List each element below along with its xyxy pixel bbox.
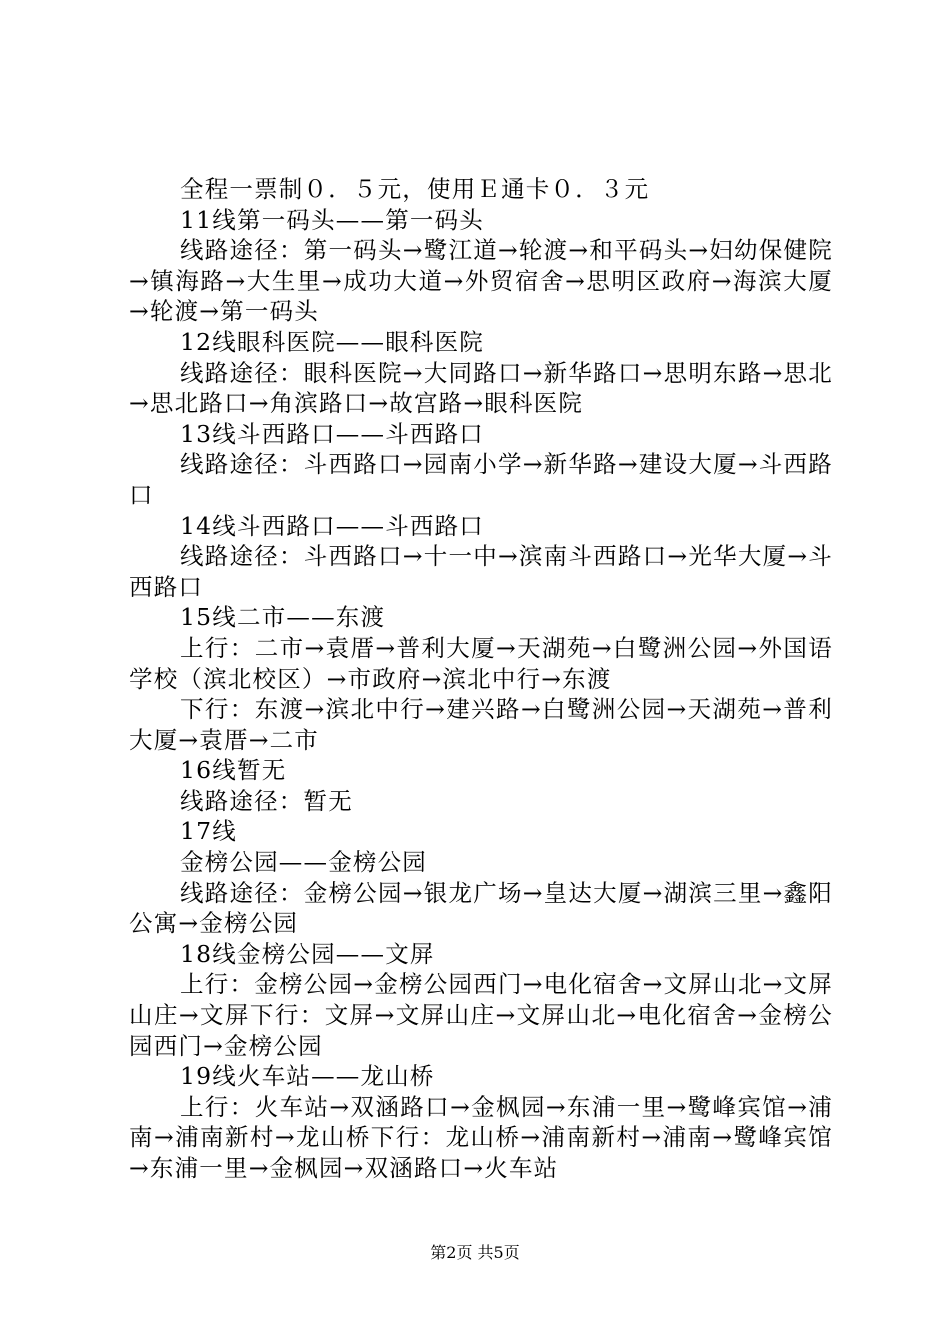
fare-info: 全程一票制０．５元，使用Ｅ通卡０．３元: [180, 175, 650, 203]
route-17-name: 金榜公园——金榜公园: [180, 848, 427, 877]
route-16-path: 线路途径：暂无: [180, 786, 353, 815]
route-15-down: 下行：东渡→滨北中行→建兴路→白鹭洲公园→天湖苑→普利大厦→袁厝→二市: [129, 695, 833, 754]
route-14-title: 14线斗西路口——斗西路口: [180, 511, 485, 540]
route-11-path: 线路途径：第一码头→鹭江道→轮渡→和平码头→妇幼保健院→镇海路→大生里→成功大道→外贸宿舍→思明区政府→海滨大厦→轮渡→第一码头: [129, 236, 833, 326]
route-13-path: 线路途径：斗西路口→园南小学→新华路→建设大厦→斗西路口: [129, 450, 833, 509]
document-body: [129, 174, 833, 1184]
route-15-title: 15线二市——东渡: [180, 603, 386, 632]
page-footer: 第2页 共5页: [430, 1243, 520, 1262]
route-19-path: 上行：火车站→双涵路口→金枫园→东浦一里→鹭峰宾馆→浦南→浦南新村→龙山桥下行：龙山桥→浦南新村→浦南→鹭峰宾馆→东浦一里→金枫园→双涵路口→火车站: [129, 1092, 833, 1182]
route-15-up: 上行：二市→袁厝→普利大厦→天湖苑→白鹭洲公园→外国语学校（滨北校区）→市政府→滨北中行→东渡: [129, 633, 833, 693]
route-17-title: 17线: [180, 817, 238, 846]
route-14-path: 线路途径：斗西路口→十一中→滨南斗西路口→光华大厦→斗西路口: [129, 542, 833, 601]
route-16-title: 16线暂无: [180, 756, 287, 785]
route-19-title: 19线火车站——龙山桥: [180, 1062, 435, 1091]
route-12-title: 12线眼科医院——眼科医院: [180, 327, 485, 356]
route-11-title: 11线第一码头——第一码头: [180, 205, 485, 234]
route-12-path: 线路途径：眼科医院→大同路口→新华路口→思明东路→思北→思北路口→角滨路口→故宫路→眼科医院: [129, 358, 833, 418]
route-13-title: 13线斗西路口——斗西路口: [180, 419, 485, 448]
route-18-title: 18线金榜公园——文屏: [180, 939, 435, 968]
route-17-path: 线路途径：金榜公园→银龙广场→皇达大厦→湖滨三里→鑫阳公寓→金榜公园: [129, 878, 833, 938]
route-18-path: 上行：金榜公园→金榜公园西门→电化宿舍→文屏山北→文屏山庄→文屏下行：文屏→文屏山庄→文屏山北→电化宿舍→金榜公园西门→金榜公园: [129, 970, 833, 1060]
